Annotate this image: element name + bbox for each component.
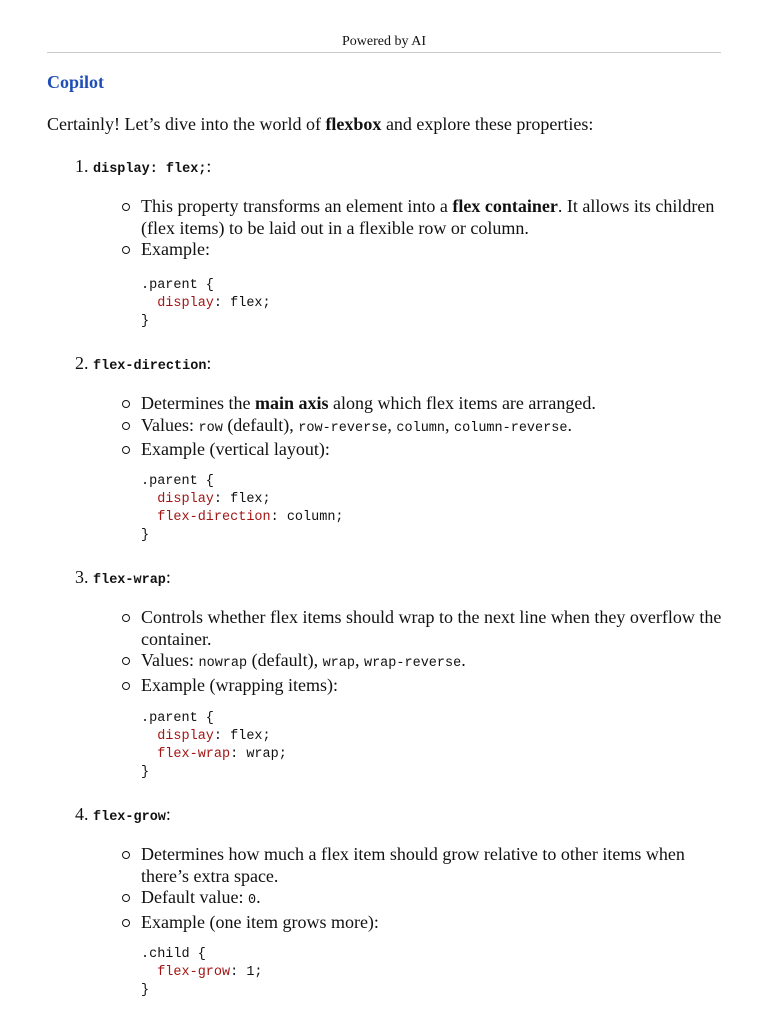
section-2-heading bbox=[75, 352, 211, 378]
section-1-bullets bbox=[141, 196, 731, 261]
section-property-code: display: flex; bbox=[93, 162, 207, 177]
bullet-text: (default), bbox=[222, 414, 299, 435]
bullet-text: . bbox=[461, 650, 466, 670]
code-line: .parent { bbox=[141, 474, 214, 489]
code-line bbox=[141, 964, 263, 982]
bullet-text: Example: bbox=[141, 239, 210, 259]
bullet-text: (default), bbox=[247, 650, 323, 670]
inline-code: row bbox=[198, 420, 223, 436]
intro-bold: flexbox bbox=[325, 114, 382, 134]
section-2-code-block bbox=[141, 473, 344, 545]
bullet-text: . bbox=[567, 414, 572, 435]
section-colon: : bbox=[165, 567, 171, 587]
bullet-bold: flex container bbox=[452, 196, 558, 216]
inline-code: wrap-reverse bbox=[363, 656, 462, 671]
section-number: 1. bbox=[75, 156, 89, 176]
bullet-text: , bbox=[387, 414, 397, 435]
code-line: } bbox=[141, 528, 150, 543]
intro-suffix: and explore these properties: bbox=[381, 114, 594, 134]
list-item bbox=[141, 196, 731, 239]
css-value: : wrap; bbox=[230, 747, 287, 762]
section-1-heading bbox=[75, 155, 211, 181]
section-number: 2. bbox=[75, 353, 89, 373]
css-property: flex-grow bbox=[157, 965, 231, 980]
bullet-text: Determines how much a flex item should grow relative to other items when there’s extra space. bbox=[141, 844, 685, 886]
section-colon: : bbox=[206, 353, 212, 373]
css-property: display bbox=[157, 296, 214, 311]
intro-paragraph bbox=[47, 113, 593, 135]
code-line bbox=[141, 295, 271, 313]
intro-prefix: Certainly! Let’s dive into the world of bbox=[47, 114, 326, 134]
inline-code: wrap bbox=[322, 656, 355, 671]
inline-code: row-reverse bbox=[298, 420, 388, 436]
bullet-text: Determines the bbox=[141, 393, 255, 413]
section-2-bullets bbox=[141, 393, 731, 461]
list-item bbox=[141, 844, 731, 887]
bullet-text: This property transforms an element into a bbox=[141, 196, 453, 216]
inline-code: column bbox=[396, 420, 446, 436]
bullet-text: . bbox=[256, 887, 261, 907]
bullet-text: Example (one item grows more): bbox=[141, 911, 379, 932]
list-item bbox=[141, 239, 731, 261]
list-item bbox=[141, 415, 731, 440]
css-value: : column; bbox=[270, 510, 344, 525]
css-value: : 1; bbox=[230, 965, 263, 980]
section-3-code-block bbox=[141, 710, 287, 782]
bullet-text: Example (vertical layout): bbox=[141, 439, 330, 459]
css-property: flex-direction bbox=[157, 510, 271, 525]
bullet-text: , bbox=[445, 414, 455, 435]
code-line: .parent { bbox=[141, 711, 214, 726]
code-line bbox=[141, 491, 344, 509]
bullet-text: . It allows its children (flex items) to be laid out in a flexible row or column. bbox=[141, 196, 715, 238]
copilot-label: Copilot bbox=[47, 72, 105, 92]
bullet-text: along which flex items are arranged. bbox=[328, 393, 596, 413]
header-divider bbox=[47, 52, 721, 53]
section-1-code-block bbox=[141, 277, 271, 331]
css-value: : flex; bbox=[213, 492, 271, 507]
bullet-text: Values: bbox=[141, 414, 199, 435]
powered-by-header: Powered by AI bbox=[342, 34, 426, 49]
list-item bbox=[141, 650, 731, 675]
list-item bbox=[141, 887, 731, 912]
bullet-text: Controls whether flex items should wrap to the next line when they overflow the container. bbox=[141, 607, 722, 649]
list-item bbox=[141, 393, 731, 415]
section-property-code: flex-grow bbox=[93, 810, 166, 825]
inline-code: 0 bbox=[247, 893, 257, 908]
section-colon: : bbox=[165, 804, 171, 824]
section-number: 3. bbox=[75, 567, 89, 587]
section-4-heading bbox=[75, 803, 171, 829]
css-property: display bbox=[157, 729, 214, 744]
section-4-code-block bbox=[141, 946, 263, 1000]
code-line: } bbox=[141, 314, 150, 329]
inline-code: column-reverse bbox=[454, 420, 568, 436]
code-line: .child { bbox=[141, 947, 206, 962]
bullet-bold: main axis bbox=[254, 393, 329, 413]
code-line bbox=[141, 728, 287, 746]
bullet-text: Values: bbox=[141, 650, 199, 670]
inline-code: nowrap bbox=[198, 656, 248, 671]
list-item bbox=[141, 912, 731, 934]
section-property-code: flex-wrap bbox=[93, 573, 166, 588]
css-property: flex-wrap bbox=[157, 747, 231, 762]
section-3-bullets bbox=[141, 607, 731, 696]
code-line bbox=[141, 509, 344, 527]
bullet-text: , bbox=[354, 650, 364, 670]
code-line: .parent { bbox=[141, 278, 214, 293]
list-item bbox=[141, 607, 731, 650]
bullet-text: Example (wrapping items): bbox=[141, 674, 338, 695]
code-line: } bbox=[141, 765, 150, 780]
section-3-heading bbox=[75, 566, 171, 592]
section-colon: : bbox=[206, 156, 212, 176]
section-property-code: flex-direction bbox=[93, 359, 207, 374]
list-item bbox=[141, 439, 731, 461]
list-item bbox=[141, 675, 731, 697]
bullet-text: Default value: bbox=[141, 887, 248, 907]
section-number: 4. bbox=[75, 804, 89, 824]
section-4-bullets bbox=[141, 844, 731, 933]
code-line bbox=[141, 746, 287, 764]
css-property: display bbox=[157, 492, 214, 507]
code-line: } bbox=[141, 983, 150, 998]
css-value: : flex; bbox=[213, 729, 271, 744]
css-value: : flex; bbox=[213, 296, 271, 311]
